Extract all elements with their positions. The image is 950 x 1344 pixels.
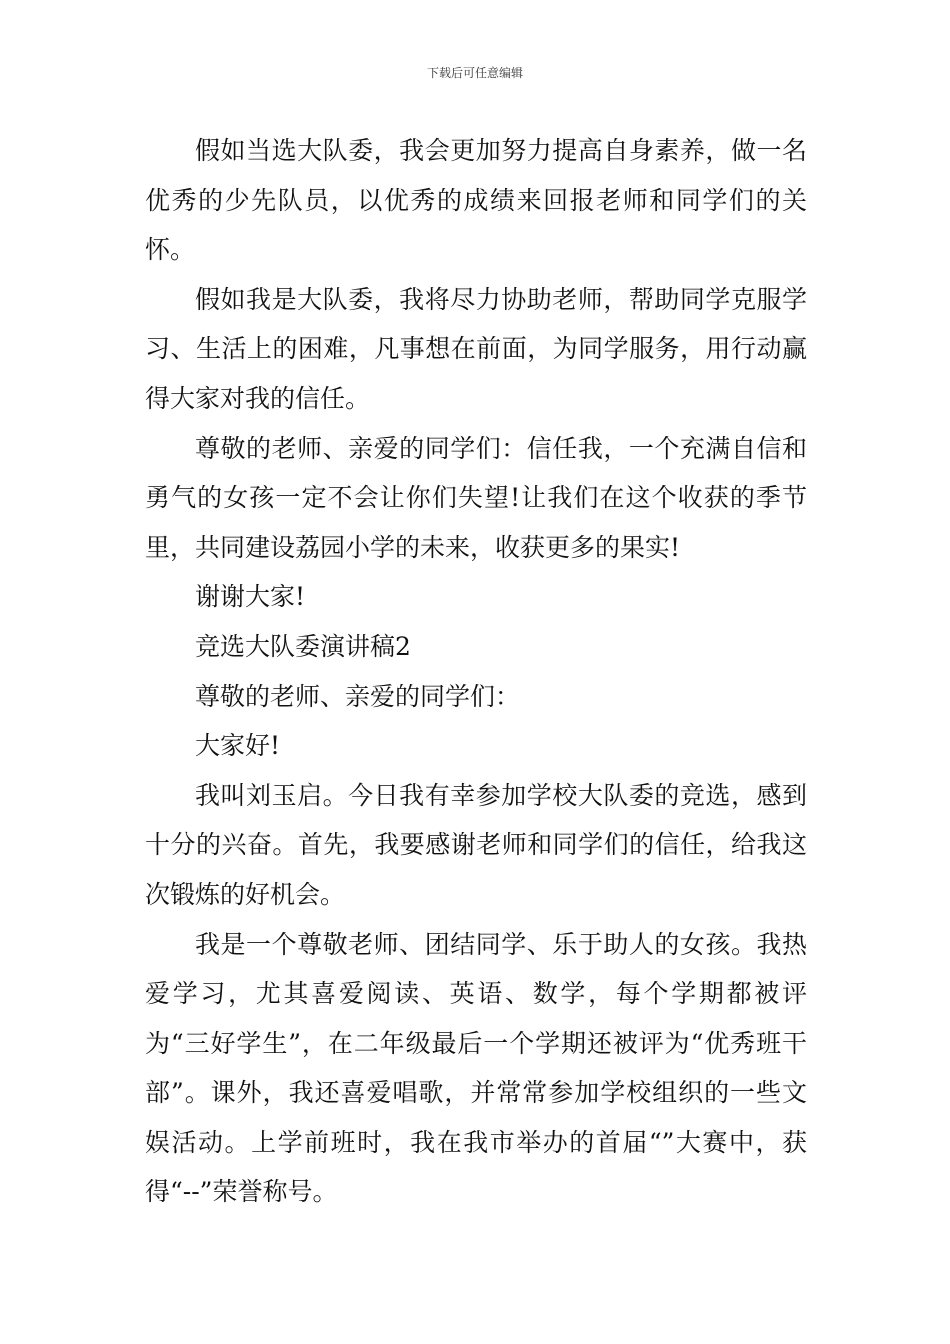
- paragraph-thanks: 谢谢大家!: [195, 582, 306, 612]
- salutation: 尊敬的老师、亲爱的同学们：: [195, 681, 521, 711]
- document-body: [145, 126, 807, 1217]
- paragraph-intro: 我叫刘玉启。今日我有幸参加学校大队委的竞选，感到十分的兴奋。首先，我要感谢老师和同学们的信任，给我这次锻炼的好机会。: [145, 780, 807, 909]
- paragraph-self-description: 我是一个尊敬老师、团结同学、乐于助人的女孩。我热爱学习，尤其喜爱阅读、英语、数学，每个学期都被评为“三好学生”，在二年级最后一个学期还被评为“优秀班干部”。课外，我还喜爱唱歌，并常常参加学校组织的一些文娱活动。上学前班时，我在我市举办的首届“”大赛中，获得“--”荣誉称号。: [145, 929, 807, 1207]
- page-header-note: 下载后可任意编辑: [426, 66, 523, 80]
- section-title: 竞选大队委演讲稿2: [195, 631, 411, 661]
- paragraph-2: 假如我是大队委，我将尽力协助老师，帮助同学克服学习、生活上的困难，凡事想在前面，为同学服务，用行动赢得大家对我的信任。: [145, 284, 807, 413]
- greeting: 大家好!: [195, 731, 281, 761]
- paragraph-3: 尊敬的老师、亲爱的同学们：信任我，一个充满自信和勇气的女孩一定不会让你们失望!让我们在这个收获的季节里，共同建设荔园小学的未来，收获更多的果实!: [145, 433, 807, 562]
- paragraph-1: 假如当选大队委，我会更加努力提高自身素养，做一名优秀的少先队员，以优秀的成绩来回报老师和同学们的关怀。: [145, 136, 807, 265]
